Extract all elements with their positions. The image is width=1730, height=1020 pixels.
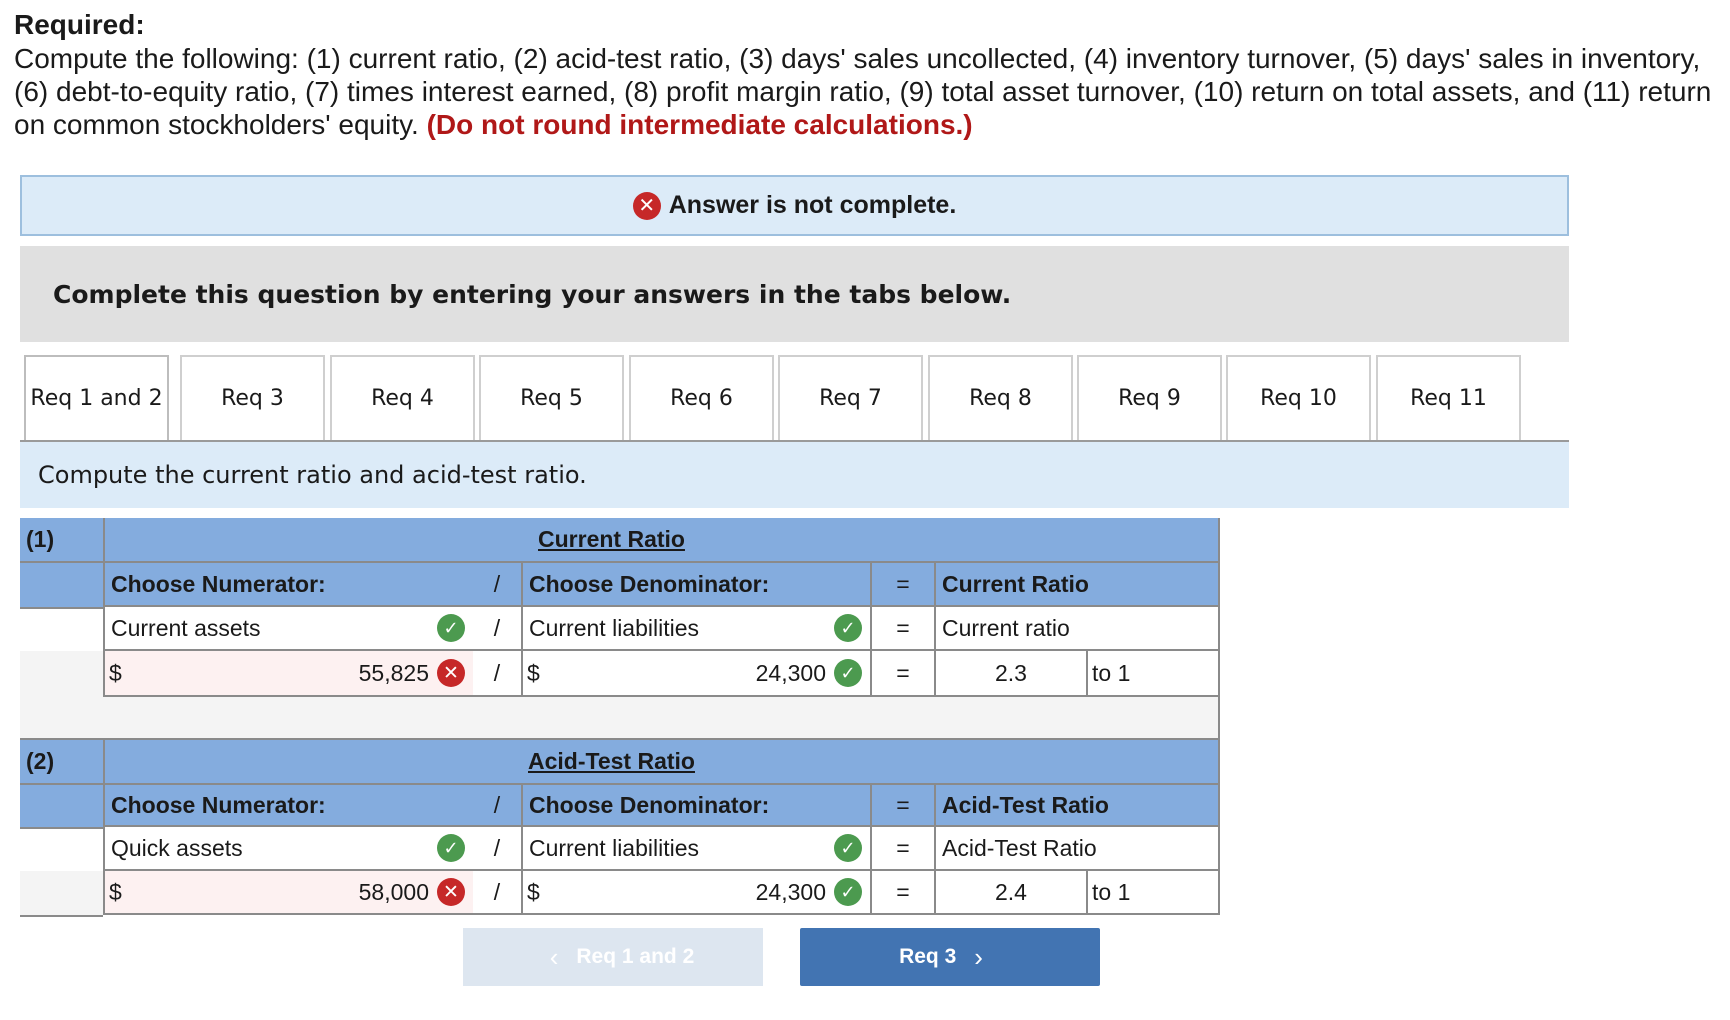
instructions-text: Complete this question by entering your answers in the tabs below. [53, 279, 1012, 309]
answer-status-banner [20, 175, 1569, 236]
required-title: Required: [14, 9, 145, 40]
numerator-amount-field[interactable] [103, 651, 473, 697]
slash-header: / [473, 785, 521, 827]
acid-test-ratio-section [20, 740, 1220, 920]
row-spacer [20, 607, 103, 653]
check-icon: ✓ [437, 834, 465, 862]
denominator-amount-field[interactable] [521, 651, 870, 697]
denominator-choice: Current liabilities [529, 614, 700, 641]
answer-status-text: Answer is not complete. [668, 191, 957, 219]
denominator-amount-field[interactable] [521, 871, 870, 915]
prev-button-label: Req 1 and 2 [576, 945, 695, 968]
current-ratio-title-cell [103, 518, 1220, 563]
dollar-sign: $ [527, 878, 540, 905]
header-spacer [20, 785, 103, 829]
to-one-label: to 1 [1086, 651, 1220, 697]
tab-req-10[interactable]: Req 10 [1226, 355, 1371, 442]
x-circle-icon: ✕ [633, 192, 661, 220]
required-section [14, 8, 1714, 141]
numerator-amount: 55,825 [358, 659, 429, 686]
current-ratio-section [20, 518, 1220, 698]
tab-instruction-text: Compute the current ratio and acid-test ratio. [38, 461, 587, 489]
numerator-choice: Quick assets [111, 834, 243, 861]
instructions-box [20, 246, 1569, 342]
chevron-right-icon: › [974, 941, 983, 972]
denominator-header: Choose Denominator: [521, 785, 870, 827]
current-ratio-value-field[interactable]: 2.3 [934, 651, 1086, 697]
required-line-3 [14, 108, 1714, 141]
x-circle-icon: ✕ [437, 878, 465, 906]
tab-req-7[interactable]: Req 7 [778, 355, 923, 442]
prev-button[interactable] [463, 928, 763, 986]
slash: / [473, 827, 521, 871]
result-label: Current ratio [934, 607, 1220, 651]
tab-req-6[interactable]: Req 6 [629, 355, 774, 442]
result-header: Current Ratio [934, 563, 1220, 607]
slash-header: / [473, 563, 521, 607]
numerator-choice: Current assets [111, 614, 261, 641]
acid-test-ratio-value-field[interactable]: 2.4 [934, 871, 1086, 915]
check-icon: ✓ [834, 834, 862, 862]
tab-req-5[interactable]: Req 5 [479, 355, 624, 442]
dollar-sign: $ [109, 659, 122, 686]
tab-req-8[interactable]: Req 8 [928, 355, 1073, 442]
dollar-sign: $ [109, 878, 122, 905]
equals: = [870, 651, 934, 697]
denominator-header: Choose Denominator: [521, 563, 870, 607]
denominator-amount: 24,300 [755, 878, 826, 905]
equals: = [870, 607, 934, 651]
next-button[interactable] [800, 928, 1100, 986]
denominator-amount: 24,300 [755, 659, 826, 686]
denominator-select[interactable] [521, 827, 870, 871]
next-button-label: Req 3 [899, 945, 957, 968]
header-spacer [20, 563, 103, 609]
section-2-label: (2) [20, 740, 103, 785]
check-icon: ✓ [834, 614, 862, 642]
check-icon: ✓ [834, 878, 862, 906]
acid-test-title-cell [103, 740, 1220, 785]
result-label: Acid-Test Ratio [934, 827, 1220, 871]
slash: / [473, 871, 521, 915]
tab-req-3[interactable]: Req 3 [180, 355, 325, 442]
equals: = [870, 871, 934, 915]
numerator-select[interactable] [103, 607, 473, 651]
slash: / [473, 651, 521, 697]
slash: / [473, 607, 521, 651]
tab-req-4[interactable]: Req 4 [330, 355, 475, 442]
required-line-2: (6) debt-to-equity ratio, (7) times interest earned, (8) profit margin ratio, (9) total asset turnover, (10) return on total assets, and (11) return [14, 76, 1712, 107]
tab-req-11[interactable]: Req 11 [1376, 355, 1521, 442]
check-icon: ✓ [834, 659, 862, 687]
equals-header: = [870, 563, 934, 607]
equals-header: = [870, 785, 934, 827]
row-spacer [20, 651, 103, 699]
row-spacer [20, 827, 103, 873]
numerator-header: Choose Numerator: [103, 785, 473, 827]
tab-req-9[interactable]: Req 9 [1077, 355, 1222, 442]
rounding-note: (Do not round intermediate calculations.) [426, 109, 973, 140]
row-spacer [20, 871, 103, 917]
dollar-sign: $ [527, 659, 540, 686]
acid-test-title: Acid-Test Ratio [528, 748, 695, 774]
denominator-choice: Current liabilities [529, 834, 700, 861]
section-spacer-row [20, 697, 1220, 740]
result-header: Acid-Test Ratio [934, 785, 1220, 827]
numerator-amount-field[interactable] [103, 871, 473, 915]
x-circle-icon: ✕ [437, 659, 465, 687]
required-line-1: Compute the following: (1) current ratio, (2) acid-test ratio, (3) days' sales uncollected, (4) inventory turnover, (5) days' sales in inventory, [14, 43, 1701, 74]
current-ratio-title: Current Ratio [538, 526, 685, 552]
tab-instruction [20, 442, 1569, 508]
equals: = [870, 827, 934, 871]
numerator-select[interactable] [103, 827, 473, 871]
section-1-label: (1) [20, 518, 103, 563]
numerator-amount: 58,000 [358, 878, 429, 905]
tab-req-1-and-2[interactable]: Req 1 and 2 [24, 355, 169, 442]
denominator-select[interactable] [521, 607, 870, 651]
to-one-label: to 1 [1086, 871, 1220, 915]
required-line-3-text: on common stockholders' equity. [14, 109, 427, 140]
numerator-header: Choose Numerator: [103, 563, 473, 607]
check-icon: ✓ [437, 614, 465, 642]
chevron-left-icon: ‹ [549, 941, 559, 972]
